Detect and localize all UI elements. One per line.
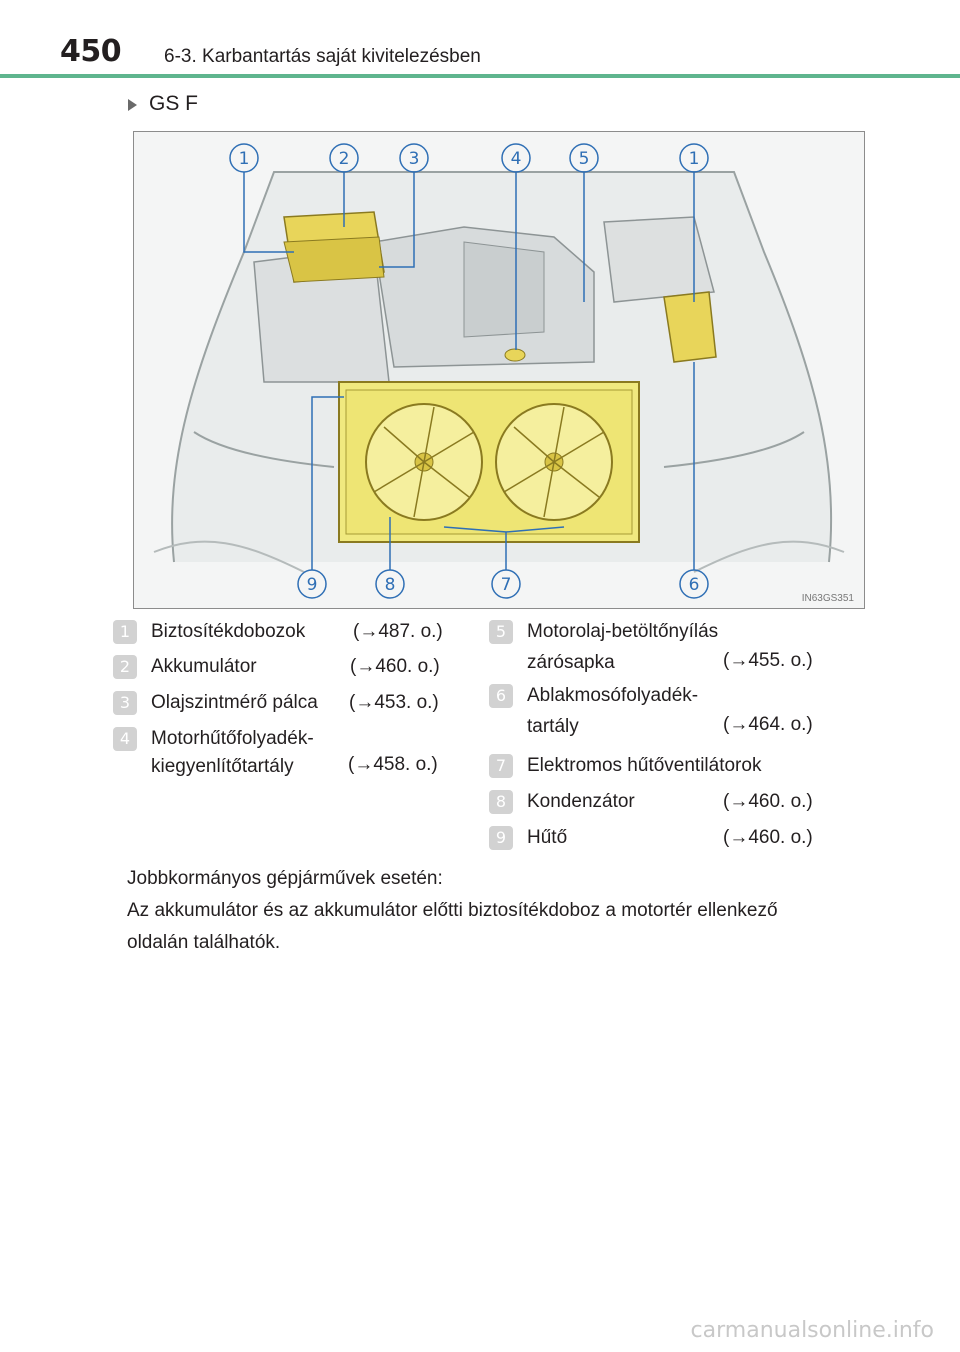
legend-label-cont: kiegyenlítőtartály	[151, 756, 294, 777]
legend-number: 4	[113, 727, 137, 751]
legend-ref: (→460. o.)	[723, 827, 813, 848]
legend-label: Kondenzátor	[527, 791, 635, 812]
legend-number: 2	[113, 655, 137, 679]
legend-label: Motorhűtőfolyadék-	[151, 728, 314, 749]
legend-label-cont: zárósapka	[527, 652, 615, 673]
variant-heading	[128, 92, 198, 116]
callout-bottom-7: 7	[500, 575, 512, 595]
image-code: IN63GS351	[801, 593, 854, 604]
section-title: 6-3. Karbantartás saját kivitelezésben	[164, 46, 481, 67]
legend-left	[113, 620, 458, 790]
callout-top-6: 1	[688, 149, 700, 169]
legend-label: Hűtő	[527, 827, 568, 848]
callout-bottom-9: 9	[306, 575, 318, 595]
variant-label: GS F	[149, 92, 199, 115]
footer-watermark: carmanualsonline.info	[690, 1318, 934, 1343]
legend-number: 6	[489, 684, 513, 708]
callout-top-5: 5	[578, 149, 590, 169]
engine-bay-illustration	[133, 131, 865, 609]
legend-ref: (→460. o.)	[723, 791, 813, 812]
legend-label: Biztosítékdobozok	[151, 621, 306, 642]
legend-ref: (→460. o.)	[350, 656, 440, 677]
callout-top-4: 4	[510, 149, 522, 169]
legend-ref: (→455. o.)	[723, 650, 813, 671]
note-line-2: Az akkumulátor és az akkumulátor előtti biztosítékdoboz a motortér ellenkező	[127, 900, 778, 921]
legend-label: Motorolaj-betöltőnyílás	[527, 621, 719, 642]
header-rule	[0, 74, 960, 78]
legend-right	[489, 620, 834, 860]
legend-label: Akkumulátor	[151, 656, 257, 677]
callout-top-3: 3	[408, 149, 420, 169]
triangle-bullet-icon	[128, 99, 137, 111]
legend-ref: (→458. o.)	[348, 754, 438, 775]
legend-ref: (→487. o.)	[353, 621, 443, 642]
legend-label: Elektromos hűtőventilátorok	[527, 755, 762, 776]
legend-ref: (→453. o.)	[349, 692, 439, 713]
legend-number: 9	[489, 826, 513, 850]
legend-ref: (→464. o.)	[723, 714, 813, 735]
callout-bottom-8: 8	[384, 575, 396, 595]
legend-label-cont: tartály	[527, 716, 579, 737]
legend-number: 8	[489, 790, 513, 814]
legend-number: 7	[489, 754, 513, 778]
legend-label: Olajszintmérő pálca	[151, 692, 318, 713]
callout-top-2: 2	[338, 149, 350, 169]
callout-top-1: 1	[238, 149, 250, 169]
callout-bottom-6: 6	[688, 575, 700, 595]
page-number: 450	[60, 34, 122, 69]
legend-number: 5	[489, 620, 513, 644]
note-line-1: Jobbkormányos gépjárművek esetén:	[127, 868, 443, 889]
note-line-3: oldalán találhatók.	[127, 932, 281, 953]
legend-number: 1	[113, 620, 137, 644]
legend-label: Ablakmosófolyadék-	[527, 685, 699, 706]
legend-number: 3	[113, 691, 137, 715]
